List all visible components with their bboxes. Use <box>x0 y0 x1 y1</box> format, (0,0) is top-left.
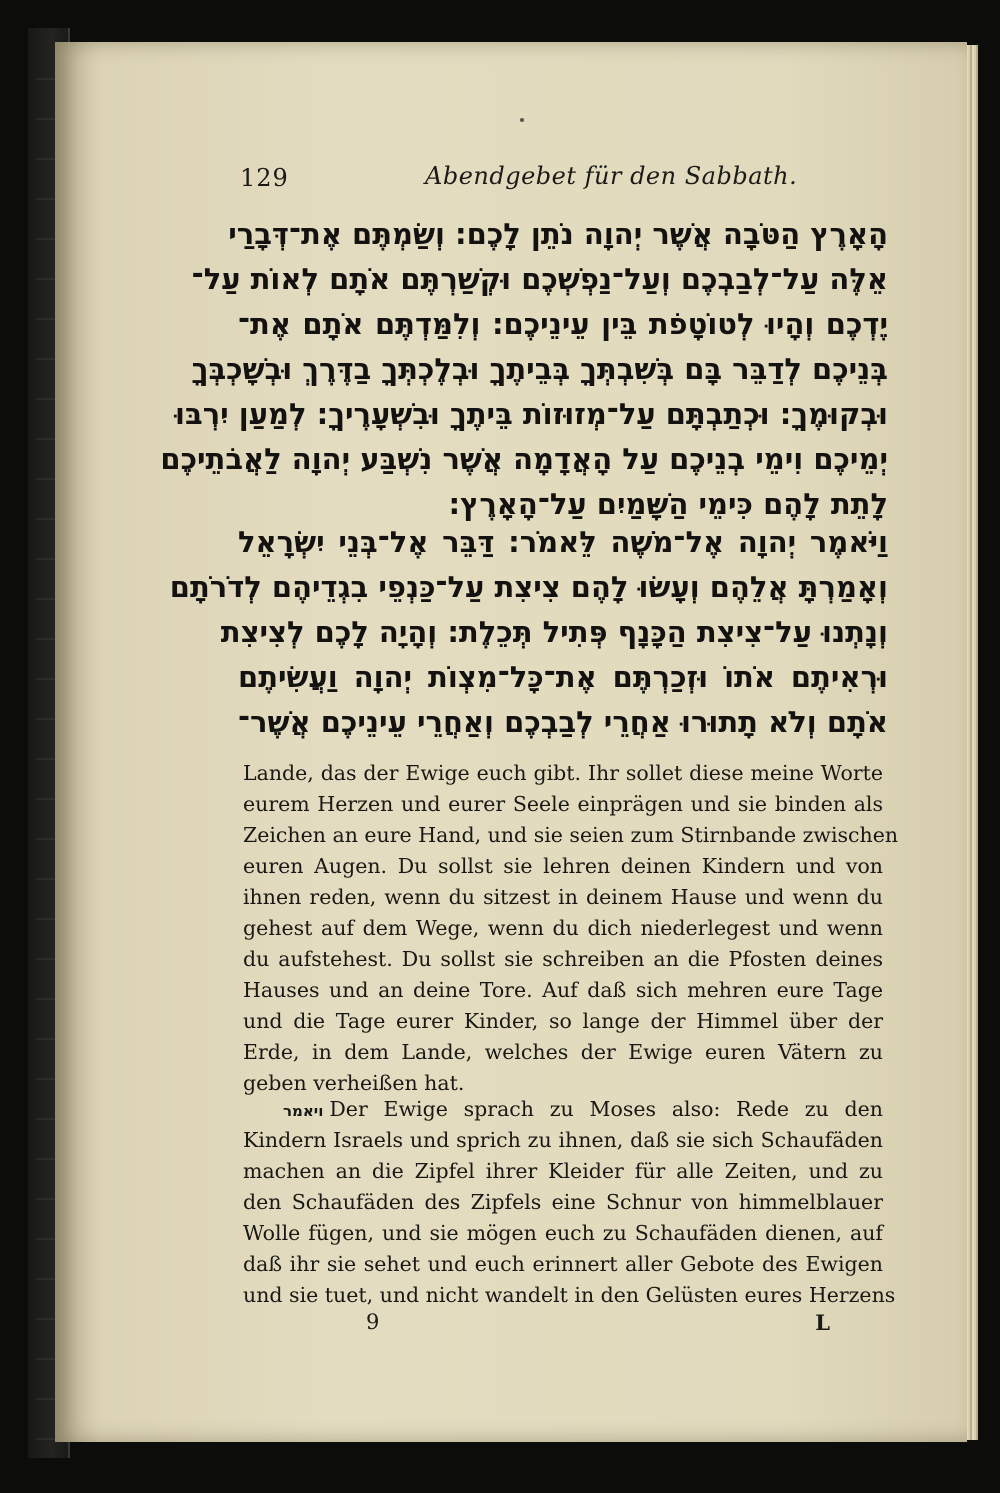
page-number: 129 <box>240 164 289 192</box>
german-line: euren Augen. Du sollst sie lehren deinen Kindern und von <box>243 854 883 878</box>
hebrew-line: וְאָמַרְתָּ אֲלֵהֶם וְעָשׂוּ לָהֶם צִיצִת עַל־כַּנְפֵי בִגְדֵיהֶם לְדֹרֹתָם <box>169 570 888 604</box>
german-paragraph-2 <box>243 1094 896 1311</box>
german-line: und sie tuet, und nicht wandelt in den Gelüsten eures Herzens <box>243 1283 896 1307</box>
hebrew-paragraph-2 <box>169 520 888 745</box>
hebrew-line: וּרְאִיתֶם אֹתוֹ וּזְכַרְתֶּם אֶת־כָּל־מִצְוֹת יְהוָה וַעֲשִׂיתֶם <box>238 660 888 694</box>
german-line: daß ihr sie sehet und euch erinnert aller Gebote des Ewigen <box>243 1252 883 1276</box>
hebrew-paragraph-1 <box>160 212 888 527</box>
hebrew-line: אֵלֶּה עַל־לְבַבְכֶם וְעַל־נַפְשְׁכֶם וּקְשַׁרְתֶּם אֹתָם לְאוֹת עַל־ <box>191 262 888 296</box>
hebrew-line: בְּנֵיכֶם לְדַבֵּר בָּם בְּשִׁבְתְּךָ בְּבֵיתֶךָ וּבְלֶכְתְּךָ בַדֶּרֶךְ וּבְשָׁכְבְּךָ <box>191 352 888 386</box>
signature-number: 9 <box>366 1310 380 1334</box>
hebrew-line: לָתֵת לָהֶם כִּימֵי הַשָּׁמַיִם עַל־הָאָרֶץ: <box>448 487 888 521</box>
german-line: Lande, das der Ewige euch gibt. Ihr sollet diese meine Worte <box>243 761 883 785</box>
hebrew-line: וַיֹּאמֶר יְהוָה אֶל־מֹשֶׁה לֵּאמֹר: דַּבֵּר אֶל־בְּנֵי יִשְׂרָאֵל <box>238 525 888 559</box>
german-line: du aufstehest. Du sollst sie schreiben an die Pfosten deines <box>243 947 883 971</box>
german-line <box>243 1094 883 1125</box>
german-line: geben verheißen hat. <box>243 1071 465 1095</box>
running-title: Abendgebet für den Sabbath. <box>425 162 798 190</box>
german-line: machen an die Zipfel ihrer Kleider für alle Zeiten, und zu <box>243 1159 883 1183</box>
german-line: eurem Herzen und eurer Seele einprägen und sie binden als <box>243 792 883 816</box>
page-footer <box>360 1310 830 1340</box>
hebrew-line: הָאָרֶץ הַטֹּבָה אֲשֶׁר יְהוָה נֹתֵן לָכֶם: וְשַׂמְתֶּם אֶת־דְּבָרַי <box>228 217 888 251</box>
german-line: Zeichen an eure Hand, und sie seien zum Stirnbande zwischen <box>243 823 899 847</box>
german-line: Erde, in dem Lande, welches der Ewige euren Vätern zu <box>243 1040 883 1064</box>
hebrew-line: וּבְקוּמֶךָ: וּכְתַבְתָּם עַל־מְזוּזוֹת בֵּיתֶךָ וּבִשְׁעָרֶיךָ: לְמַעַן יִרְבּוּ <box>175 397 888 431</box>
german-line: ihnen reden, wenn du sitzest in deinem Hause und wenn du <box>243 885 883 909</box>
hebrew-line: אֹתָם וְלֹא תָתוּרוּ אַחֲרֵי לְבַבְכֶם וְאַחֲרֵי עֵינֵיכֶם אֲשֶׁר־ <box>238 705 888 739</box>
german-line: Wolle fügen, und sie mögen euch zu Schaufäden dienen, auf <box>243 1221 883 1245</box>
german-line: Kindern Israels und sprich zu ihnen, daß sie sich Schaufäden <box>243 1128 883 1152</box>
signature-letter: L <box>815 1310 830 1335</box>
hebrew-line: יְמֵיכֶם וִימֵי בְנֵיכֶם עַל הָאֲדָמָה אֲשֶׁר נִשְׁבַּע יְהוָה לַאֲבֹתֵיכֶם <box>160 442 888 476</box>
german-line: den Schaufäden des Zipfels eine Schnur von himmelblauer <box>243 1190 883 1214</box>
hebrew-line: יֶדְכֶם וְהָיוּ לְטוֹטָפֹת בֵּין עֵינֵיכֶם: וְלִמַּדְתֶּם אֹתָם אֶת־ <box>238 307 888 341</box>
german-line-text: Der Ewige sprach zu Moses also: Rede zu den <box>329 1097 883 1121</box>
german-line: und die Tage eurer Kinder, so lange der Himmel über der <box>243 1009 883 1033</box>
page-header <box>240 160 880 200</box>
page-speck <box>520 118 524 122</box>
hebrew-cue-word: ויאמר <box>283 1102 324 1120</box>
german-line: gehest auf dem Wege, wenn du dich niederlegest und wenn <box>243 916 883 940</box>
german-line: Hauses und an deine Tore. Auf daß sich mehren eure Tage <box>243 978 883 1002</box>
german-paragraph-1 <box>243 758 899 1099</box>
hebrew-line: וְנָתְנוּ עַל־צִיצִת הַכָּנָף פְּתִיל תְּכֵלֶת: וְהָיָה לָכֶם לְצִיצִת <box>220 615 888 649</box>
